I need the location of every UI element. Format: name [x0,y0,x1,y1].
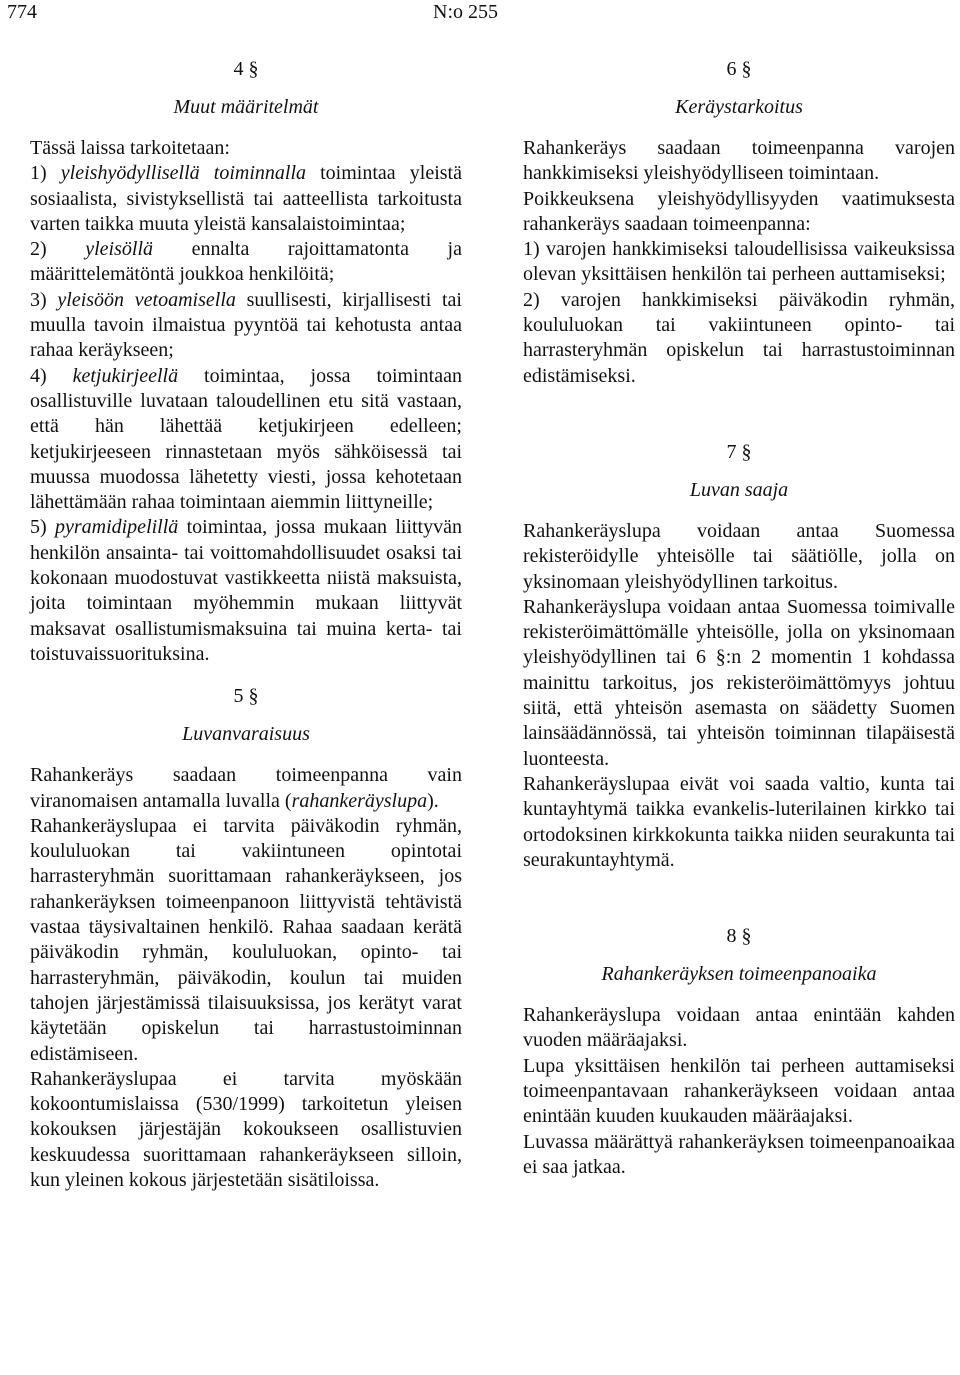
paragraph: Rahankeräyslupa voidaan antaa enintään kahden vuoden määräajaksi. [523,1004,955,1052]
section-5 [30,681,462,1193]
paragraph: Rahankeräyslupa voidaan antaa Suomessa rekisteröidylle yhteisölle tai säätiölle, jolla on yksinomaan yleishyödyllinen tarkoitus. [523,519,955,593]
page-number: 774 [7,1,37,23]
definition-item-2: 2) yleisöllä ennalta rajoittamatonta ja määrittelemätöntä joukkoa henkilöitä; [30,238,462,286]
right-column [523,54,955,1180]
definition-item-4: 4) ketjukirjeellä toimintaa, jossa toimintaan osallistuville luvataan taloudellinen etu sitä vastaan, että hän lähettää ketjukirjeen edelleen; ketjukirjeeseen rinnastetaan myös sähköisessä tai muussa muodossa lähetetty viesti, jossa kehotetaan lähettämään rahaa toimintaan aiemmin liittyneille; [30,364,462,514]
statute-series-number: N:o 255 [433,1,498,23]
defined-term: rahankeräyslupa [291,789,428,812]
section-7 [523,437,955,873]
paragraph: Rahankeräyslupaa ei tarvita myöskään kokoontumislaissa (530/1999) tarkoitetun yleisen kokouksen järjestäjän kokoukseen osallistuvien keskuudessa suorittamaan rahankeräykseen silloin, kun yleinen kokous järjestetään sisätiloissa. [30,1067,462,1191]
section-title: Muut määritelmät [173,96,319,118]
section-number: 8 § [726,925,752,948]
section-number: 4 § [233,58,259,80]
section-title: Luvanvaraisuus [182,723,310,746]
section-title: Rahankeräyksen toimeenpanoaika [601,963,877,986]
definition-item-5: 5) pyramidipelillä toimintaa, jossa mukaan liittyvän henkilön ansainta- tai voittomahdollisuudet osaksi tai kokonaan muodostuvat vastikkeetta niistä maksuista, joita toimintaan myöhemmin mukaan liittyvät maksavat osallistumismaksuina tai muina kerta- tai toistuvaissuorituksina. [30,516,462,665]
list-item: 2) varojen hankkimiseksi päiväkodin ryhmän, koululuokan tai vakiintuneen opinto- tai harrasteryhmän opiskelun tai harrastustoiminnan edistämiseksi. [523,288,955,387]
left-column [30,54,462,1193]
defined-term: ketjukirjeellä [72,364,179,387]
defined-term: yleishyödyllisellä toiminnalla [60,162,306,185]
section-title: Keräystarkoitus [675,96,803,118]
paragraph: Lupa yksittäisen henkilön tai perheen auttamiseksi toimeenpantavaan rahankeräykseen voidaan antaa enintään kuuden kuukauden määräajaksi. [523,1054,955,1128]
definition-item-1: 1) yleishyödyllisellä toiminnalla toimintaa yleistä sosiaalista, sivistyksellistä tai aatteellista tarkoitusta varten taikka muuta yleistä kansalaistoimintaa; [30,162,462,235]
section-intro: Tässä laissa tarkoitetaan: [30,137,230,159]
section-6 [523,54,955,389]
list-item: 1) varojen hankkimiseksi taloudellisissa vaikeuksissa olevan yksittäisen henkilön tai perheen auttamiseksi; [523,238,955,286]
paragraph: Rahankeräys saadaan toimeenpanna vain viranomaisen antamalla luvalla (rahankeräyslupa). [30,764,462,812]
paragraph: Rahankeräyslupaa eivät voi saada valtio, kunta tai kuntayhtymä taikka evankelis-luterilainen kirkko tai ortodoksinen kirkkokunta taikka niiden seurakunta tai seurakuntayhtymä. [523,772,955,871]
paragraph: Poikkeuksena yleishyödyllisyyden vaatimuksesta rahankeräys saadaan toimeenpanna: [523,187,955,235]
defined-term: yleisöön vetoamisella [57,288,236,311]
section-4 [30,54,462,667]
page-header [0,0,960,26]
section-title: Luvan saaja [689,478,789,501]
paragraph: Rahankeräyslupaa ei tarvita päiväkodin ryhmän, koululuokan tai vakiintuneen opintotai harrasteryhmän suorittamaan rahankeräykseen, jos rahankeräyksen toimeenpanoon liittyvistä tehtävistä vastaa täysivaltainen henkilö. Rahaa saadaan kerätä päiväkodin ryhmän, koululuokan, opinto- tai harrasteryhmän, päiväkodin, koulun tai muiden tahojen järjestämissä tilaisuuksissa, jos kerätyt varat käytetään opiskelun tai harrastustoiminnan edistämiseen. [30,814,462,1065]
defined-term: pyramidipelillä [54,516,179,539]
section-number: 5 § [233,685,259,708]
section-number: 7 § [726,440,752,463]
section-8 [523,921,955,1180]
definition-item-3: 3) yleisöön vetoamisella suullisesti, kirjallisesti tai muulla tavoin ilmaistua pyyntöä tai kehotusta antaa rahaa keräykseen; [30,288,462,362]
paragraph: Rahankeräys saadaan toimeenpanna varojen hankkimiseksi yleishyödylliseen toimintaan. [523,137,955,185]
paragraph: Rahankeräyslupa voidaan antaa Suomessa toimivalle rekisteröimättömälle yhteisölle, jolla on yksinomaan yleishyödyllinen tai 6 §:n 2 momentin 1 kohdassa mainittu tarkoitus, jos rekisteröimättömyys johtuu siitä, että yhteisön asemasta on säädetty Suomen lainsäädännössä, tai yhteisön toiminnan tilapäisestä luonteesta. [523,595,955,770]
defined-term: yleisöllä [85,238,154,261]
section-number: 6 § [726,58,752,80]
paragraph: Luvassa määrättyä rahankeräyksen toimeenpanoaikaa ei saa jatkaa. [523,1130,955,1178]
